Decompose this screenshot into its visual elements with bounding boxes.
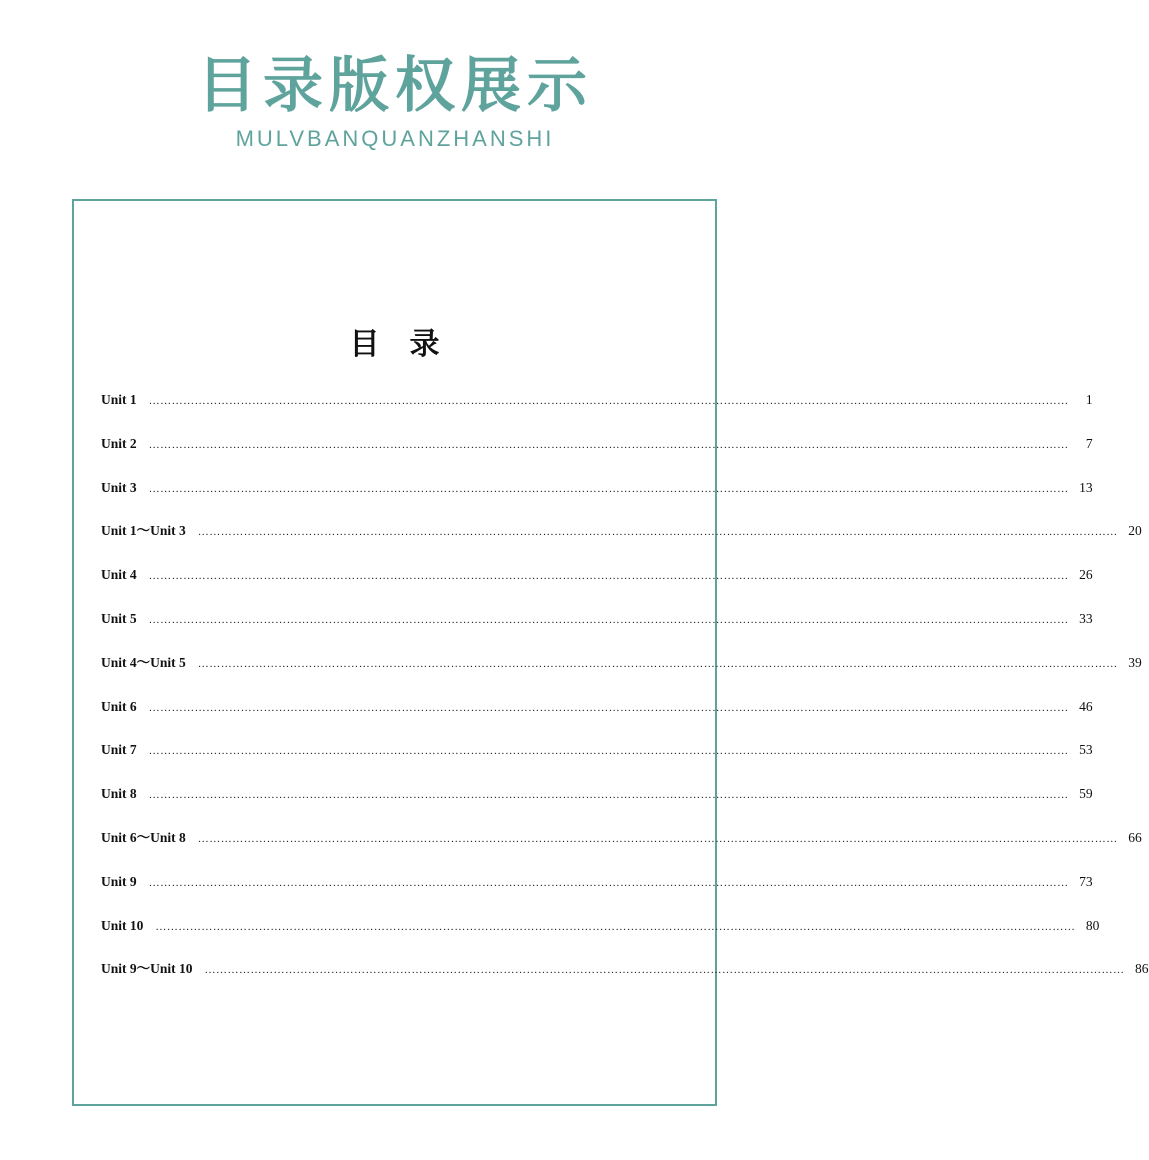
toc-entry[interactable] [101, 696, 1093, 718]
toc-entry-label: Unit 10 [101, 917, 144, 933]
toc-entry-page-number: 33 [1079, 610, 1093, 626]
toc-entry-page-number: 46 [1079, 698, 1093, 714]
dot-leader: …………………………………………………………………………………………………………………………………………………………………………………………………………………… [148, 438, 1069, 451]
toc-entry-label: Unit 4 [101, 567, 137, 583]
toc-entry-label: Unit 4～Unit 5 [101, 654, 186, 670]
dot-leader: …………………………………………………………………………………………………………………………………………………………………………………………………………………… [155, 920, 1076, 933]
dot-leader: …………………………………………………………………………………………………………………………………………………………………………………………………………………… [197, 832, 1118, 845]
toc-entry-page-number: 26 [1079, 567, 1093, 583]
toc-entry-page-number: 59 [1079, 786, 1093, 802]
page-title: 目录版权展示 [197, 51, 593, 121]
dot-leader: …………………………………………………………………………………………………………………………………………………………………………………………………………………… [148, 789, 1069, 802]
toc-entry-page-number: 39 [1128, 654, 1142, 670]
toc-title: 目 录 [349, 327, 440, 362]
dot-leader: …………………………………………………………………………………………………………………………………………………………………………………………………………………… [148, 395, 1069, 407]
page-subtitle: MULVBANQUANZHANSHI [235, 126, 555, 151]
toc-entry-page-number: 66 [1128, 829, 1142, 845]
toc-entry-page-number: 73 [1079, 873, 1093, 889]
toc-entry[interactable] [101, 827, 1142, 849]
toc-entry-label: Unit 6～Unit 8 [101, 829, 186, 845]
toc-entry[interactable] [101, 783, 1093, 805]
dot-leader: …………………………………………………………………………………………………………………………………………………………………………………………………………………… [148, 876, 1069, 889]
toc-entry-page-number: 86 [1135, 961, 1149, 977]
toc-entry[interactable] [101, 389, 1093, 411]
toc-entry-label: Unit 3 [101, 479, 137, 495]
toc-entry[interactable] [101, 652, 1142, 674]
toc-entry-page-number: 7 [1085, 435, 1093, 451]
toc-entry-label: Unit 9～Unit 10 [101, 961, 193, 977]
toc-entry[interactable] [101, 739, 1093, 761]
toc-entry[interactable] [101, 608, 1093, 630]
toc-entry-label: Unit 1～Unit 3 [101, 523, 186, 539]
document-frame [72, 199, 1149, 1106]
dot-leader: …………………………………………………………………………………………………………………………………………………………………………………………………………………… [148, 613, 1069, 626]
toc-entry-page-number: 80 [1085, 917, 1100, 933]
toc-entry-page-number: 53 [1079, 742, 1093, 758]
toc-entry-page-number: 20 [1128, 523, 1142, 539]
toc-entry[interactable] [101, 915, 1100, 937]
toc-list [101, 389, 1149, 1002]
toc-entry-page-number: 1 [1085, 392, 1093, 407]
toc-entry-page-number: 13 [1079, 479, 1093, 495]
toc-entry-label: Unit 5 [101, 610, 137, 626]
dot-leader: …………………………………………………………………………………………………………………………………………………………………………………………………………………… [148, 482, 1069, 495]
toc-entry[interactable] [101, 477, 1093, 499]
dot-leader: …………………………………………………………………………………………………………………………………………………………………………………………………………………… [197, 526, 1118, 539]
toc-entry-label: Unit 6 [101, 698, 137, 714]
dot-leader: …………………………………………………………………………………………………………………………………………………………………………………………………………………… [148, 570, 1069, 583]
toc-entry[interactable] [101, 433, 1093, 455]
toc-entry-label: Unit 2 [101, 435, 137, 451]
dot-leader: …………………………………………………………………………………………………………………………………………………………………………………………………………………… [197, 657, 1118, 670]
dot-leader: …………………………………………………………………………………………………………………………………………………………………………………………………………………… [204, 964, 1125, 977]
dot-leader: …………………………………………………………………………………………………………………………………………………………………………………………………………………… [148, 701, 1069, 714]
toc-entry[interactable] [101, 520, 1142, 542]
toc-entry[interactable] [101, 871, 1093, 893]
toc-entry-label: Unit 9 [101, 873, 137, 889]
toc-entry-label: Unit 1 [101, 392, 137, 407]
toc-entry[interactable] [101, 958, 1149, 980]
toc-entry[interactable] [101, 564, 1093, 586]
dot-leader: …………………………………………………………………………………………………………………………………………………………………………………………………………………… [148, 745, 1069, 758]
toc-entry-label: Unit 8 [101, 786, 137, 802]
toc-entry-label: Unit 7 [101, 742, 137, 758]
